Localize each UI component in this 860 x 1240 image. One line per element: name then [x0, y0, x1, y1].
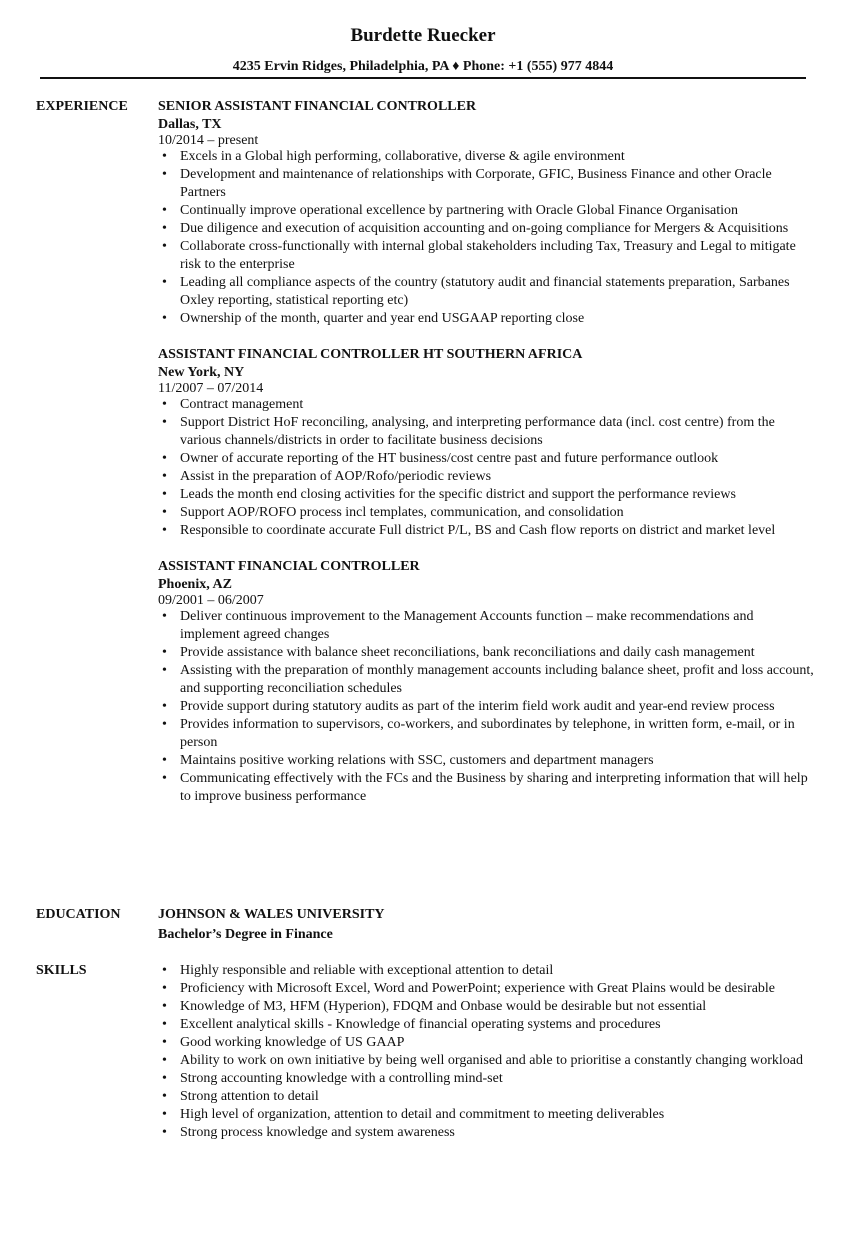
- contact-line: 4235 Ervin Ridges, Philadelphia, PA ♦ Phone: +1 (555) 977 4844: [232, 59, 614, 74]
- skills-bullets: [158, 962, 816, 1142]
- bullet-item: • Leading all compliance aspects of the country (statutory audit and financial statements preparation, Sarbanes Oxley reporting, statistical reporting etc): [180, 274, 816, 310]
- job-bullets: [158, 608, 816, 806]
- skill-item: • Strong accounting knowledge with a controlling mind-set: [180, 1070, 816, 1088]
- bullet-item: • Maintains positive working relations with SSC, customers and department managers: [180, 752, 816, 770]
- skill-item: • Highly responsible and reliable with exceptional attention to detail: [180, 962, 816, 980]
- bullet-item: • Deliver continuous improvement to the Management Accounts function – make recommendations and implement agreed changes: [180, 608, 816, 644]
- bullet-item: • Provides information to supervisors, co-workers, and subordinates by telephone, in written form, e-mail, or in person: [180, 716, 816, 752]
- job-dates: 11/2007 – 07/2014: [158, 381, 264, 396]
- skills-list: [158, 962, 816, 1142]
- job-entry: [158, 98, 816, 328]
- job-bullets: [158, 396, 816, 540]
- section-label-experience: EXPERIENCE: [36, 99, 128, 114]
- candidate-name: Burdette Ruecker: [350, 25, 496, 46]
- bullet-item: • Assisting with the preparation of monthly management accounts including balance sheet, profit and loss account, and supporting reconciliation schedules: [180, 662, 816, 698]
- bullet-item: • Communicating effectively with the FCs and the Business by sharing and interpreting information that will help to improve business performance: [180, 770, 816, 806]
- bullet-item: • Leads the month end closing activities for the specific district and support the performance reviews: [180, 486, 816, 504]
- job-entry: [158, 558, 816, 806]
- bullet-item: • Excels in a Global high performing, collaborative, diverse & agile environment: [180, 148, 816, 166]
- header-divider: [40, 77, 806, 79]
- job-bullets: [158, 148, 816, 328]
- job-location: Dallas, TX: [158, 117, 222, 132]
- skill-item: • Knowledge of M3, HFM (Hyperion), FDQM and Onbase would be desirable but not essential: [180, 998, 816, 1016]
- school-name: JOHNSON & WALES UNIVERSITY: [158, 907, 385, 922]
- section-label-education: EDUCATION: [36, 907, 121, 922]
- skill-item: • Good working knowledge of US GAAP: [180, 1034, 816, 1052]
- bullet-item: • Support AOP/ROFO process incl templates, communication, and consolidation: [180, 504, 816, 522]
- job-title: SENIOR ASSISTANT FINANCIAL CONTROLLER: [158, 99, 477, 114]
- degree: Bachelor’s Degree in Finance: [158, 927, 333, 942]
- job-dates: 09/2001 – 06/2007: [158, 593, 264, 608]
- skill-item: • Strong attention to detail: [180, 1088, 816, 1106]
- education-entry: [158, 906, 816, 944]
- job-dates: 10/2014 – present: [158, 133, 259, 148]
- section-label-skills: SKILLS: [36, 963, 87, 978]
- experience-list: [158, 98, 816, 824]
- job-location: Phoenix, AZ: [158, 577, 232, 592]
- bullet-item: • Due diligence and execution of acquisition accounting and on-going compliance for Mergers & Acquisitions: [180, 220, 816, 238]
- skill-item: • Strong process knowledge and system awareness: [180, 1124, 816, 1142]
- skill-item: • Excellent analytical skills - Knowledge of financial operating systems and procedures: [180, 1016, 816, 1034]
- bullet-item: • Contract management: [180, 396, 816, 414]
- bullet-item: • Provide assistance with balance sheet reconciliations, bank reconciliations and daily cash management: [180, 644, 816, 662]
- bullet-item: • Development and maintenance of relationships with Corporate, GFIC, Business Finance and other Oracle Partners: [180, 166, 816, 202]
- bullet-item: • Owner of accurate reporting of the HT business/cost centre past and future performance outlook: [180, 450, 816, 468]
- bullet-item: • Assist in the preparation of AOP/Rofo/periodic reviews: [180, 468, 816, 486]
- job-location: New York, NY: [158, 365, 245, 380]
- bullet-item: • Continually improve operational excellence by partnering with Oracle Global Finance Organisation: [180, 202, 816, 220]
- bullet-item: • Collaborate cross-functionally with internal global stakeholders including Tax, Treasury and Legal to mitigate risk to the enterprise: [180, 238, 816, 274]
- job-title: ASSISTANT FINANCIAL CONTROLLER: [158, 559, 420, 574]
- skill-item: • High level of organization, attention to detail and commitment to meeting deliverables: [180, 1106, 816, 1124]
- job-entry: [158, 346, 816, 540]
- bullet-item: • Provide support during statutory audits as part of the interim field work audit and year-end review process: [180, 698, 816, 716]
- bullet-item: • Ownership of the month, quarter and year end USGAAP reporting close: [180, 310, 816, 328]
- job-title: ASSISTANT FINANCIAL CONTROLLER HT SOUTHERN AFRICA: [158, 347, 583, 362]
- resume-header: [40, 24, 806, 76]
- skill-item: • Proficiency with Microsoft Excel, Word and PowerPoint; experience with Great Plains would be desirable: [180, 980, 816, 998]
- skill-item: • Ability to work on own initiative by being well organised and able to prioritise a constantly changing workload: [180, 1052, 816, 1070]
- bullet-item: • Support District HoF reconciling, analysing, and interpreting performance data (incl. cost centre) from the various channels/districts in order to facilitate business decisions: [180, 414, 816, 450]
- bullet-item: • Responsible to coordinate accurate Full district P/L, BS and Cash flow reports on district and market level: [180, 522, 816, 540]
